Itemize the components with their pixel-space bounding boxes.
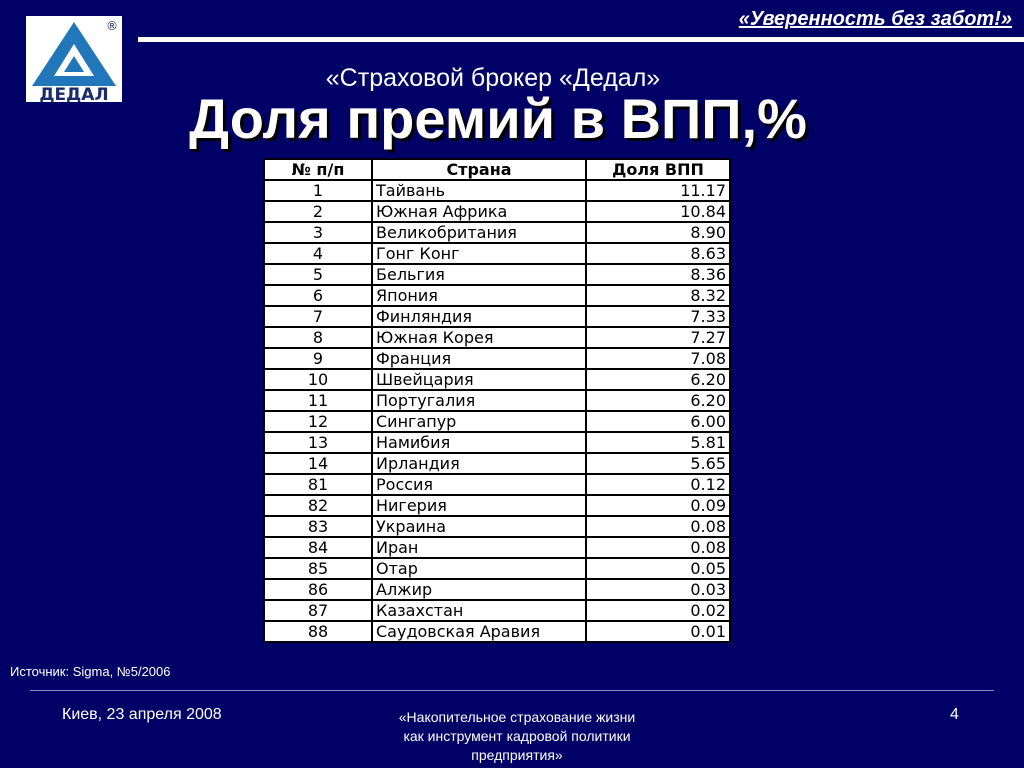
table-row (264, 600, 730, 621)
source-note: Источник: Sigma, №5/2006 (10, 664, 171, 679)
footer-date-location: Киев, 23 апреля 2008 (62, 706, 222, 723)
cell-number: 83 (264, 516, 372, 537)
table-row (264, 432, 730, 453)
footer-title-line: как инструмент кадровой политики (403, 728, 631, 744)
slogan: «Уверенность без забот!» (738, 8, 1012, 30)
table-row (264, 579, 730, 600)
table-row (264, 285, 730, 306)
cell-share: 5.81 (586, 432, 730, 453)
table-row (264, 474, 730, 495)
cell-country: Южная Корея (372, 327, 586, 348)
cell-number: 7 (264, 306, 372, 327)
cell-number: 1 (264, 180, 372, 201)
table-row (264, 411, 730, 432)
cell-country: Бельгия (372, 264, 586, 285)
cell-number: 12 (264, 411, 372, 432)
cell-country: Великобритания (372, 222, 586, 243)
cell-share: 8.63 (586, 243, 730, 264)
cell-share: 8.36 (586, 264, 730, 285)
page-number: 4 (950, 706, 959, 723)
column-header-country: Страна (372, 159, 586, 180)
cell-number: 14 (264, 453, 372, 474)
cell-country: Саудовская Аравия (372, 621, 586, 642)
cell-country: Украина (372, 516, 586, 537)
cell-country: Казахстан (372, 600, 586, 621)
cell-country: Ирландия (372, 453, 586, 474)
cell-number: 87 (264, 600, 372, 621)
cell-number: 10 (264, 369, 372, 390)
cell-number: 86 (264, 579, 372, 600)
table-row (264, 558, 730, 579)
cell-country: Иран (372, 537, 586, 558)
cell-share: 6.20 (586, 369, 730, 390)
table-row (264, 369, 730, 390)
table-row (264, 453, 730, 474)
cell-country: Португалия (372, 390, 586, 411)
footer-divider (30, 690, 994, 691)
cell-share: 0.03 (586, 579, 730, 600)
table-row (264, 516, 730, 537)
cell-country: Нигерия (372, 495, 586, 516)
cell-share: 0.08 (586, 516, 730, 537)
cell-number: 2 (264, 201, 372, 222)
cell-share: 0.12 (586, 474, 730, 495)
slide-title: Доля премий в ВПП,% (189, 87, 807, 150)
cell-country: Отар (372, 558, 586, 579)
cell-share: 0.01 (586, 621, 730, 642)
cell-country: Финляндия (372, 306, 586, 327)
footer-title-line: предприятия» (471, 747, 563, 763)
cell-number: 6 (264, 285, 372, 306)
cell-country: Алжир (372, 579, 586, 600)
cell-country: Намибия (372, 432, 586, 453)
cell-number: 88 (264, 621, 372, 642)
cell-share: 5.65 (586, 453, 730, 474)
footer-title-line: «Накопительное страхование жизни (398, 709, 636, 725)
cell-country: Швейцария (372, 369, 586, 390)
table-header-row (264, 159, 730, 180)
cell-number: 13 (264, 432, 372, 453)
cell-share: 6.20 (586, 390, 730, 411)
table-row (264, 222, 730, 243)
cell-share: 7.33 (586, 306, 730, 327)
table-row (264, 180, 730, 201)
table-row (264, 327, 730, 348)
footer-presentation-title (352, 708, 682, 765)
cell-country: Россия (372, 474, 586, 495)
cell-share: 0.09 (586, 495, 730, 516)
cell-number: 5 (264, 264, 372, 285)
column-header-number: № п/п (264, 159, 372, 180)
registered-mark: ® (106, 19, 118, 33)
table-row (264, 537, 730, 558)
cell-share: 7.08 (586, 348, 730, 369)
cell-number: 84 (264, 537, 372, 558)
cell-country: Южная Африка (372, 201, 586, 222)
cell-number: 9 (264, 348, 372, 369)
table-row (264, 348, 730, 369)
cell-number: 3 (264, 222, 372, 243)
cell-share: 0.08 (586, 537, 730, 558)
cell-number: 11 (264, 390, 372, 411)
cell-share: 10.84 (586, 201, 730, 222)
cell-share: 8.32 (586, 285, 730, 306)
cell-share: 0.02 (586, 600, 730, 621)
header-divider (138, 37, 1024, 42)
table-row (264, 495, 730, 516)
table-row (264, 306, 730, 327)
cell-number: 4 (264, 243, 372, 264)
cell-number: 82 (264, 495, 372, 516)
table-row (264, 390, 730, 411)
cell-share: 7.27 (586, 327, 730, 348)
cell-country: Тайвань (372, 180, 586, 201)
cell-country: Гонг Конг (372, 243, 586, 264)
cell-share: 0.05 (586, 558, 730, 579)
cell-share: 6.00 (586, 411, 730, 432)
logo-text: ДЕДАЛ (39, 85, 109, 102)
cell-country: Япония (372, 285, 586, 306)
column-header-share: Доля ВПП (586, 159, 730, 180)
table-row (264, 621, 730, 642)
cell-share: 8.90 (586, 222, 730, 243)
premium-share-table (263, 158, 731, 643)
cell-number: 85 (264, 558, 372, 579)
table-row (264, 264, 730, 285)
cell-share: 11.17 (586, 180, 730, 201)
cell-country: Сингапур (372, 411, 586, 432)
slide-subtitle: «Страховой брокер «Дедал» (325, 64, 661, 92)
table-row (264, 243, 730, 264)
cell-number: 8 (264, 327, 372, 348)
cell-number: 81 (264, 474, 372, 495)
cell-country: Франция (372, 348, 586, 369)
table-row (264, 201, 730, 222)
